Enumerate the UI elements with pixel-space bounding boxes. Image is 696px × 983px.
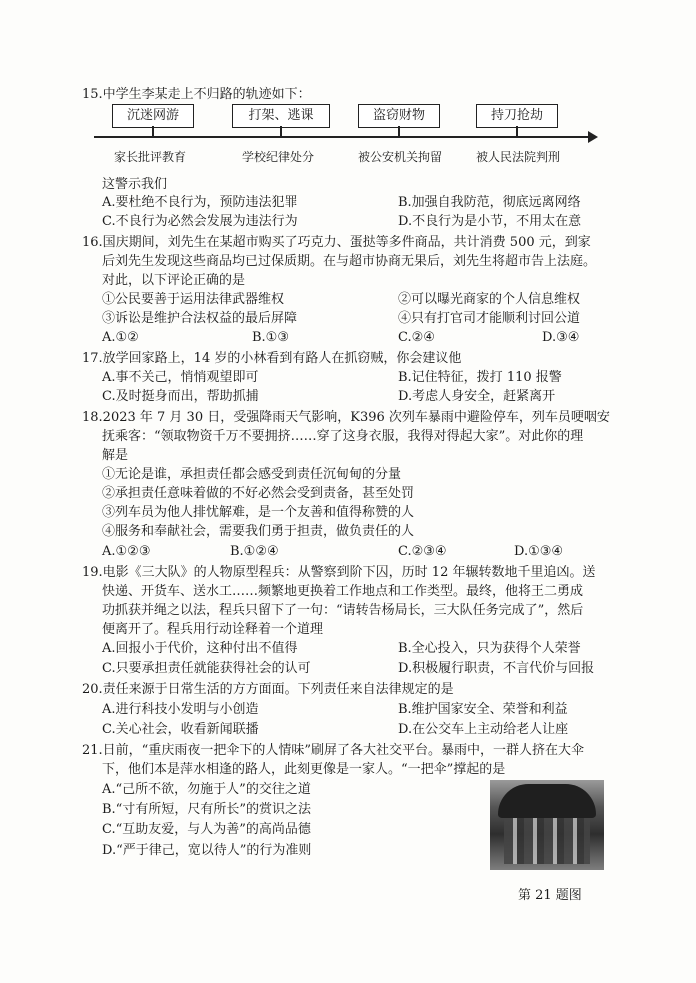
- q16-option-d: D.③④: [542, 330, 580, 345]
- q16-option-a: A.①②: [102, 330, 139, 345]
- umbrella-icon: [498, 784, 596, 818]
- q20-stem: 20.责任来源于日常生活的方方面面。下列责任来自法律规定的是: [82, 682, 454, 697]
- timeline-box-1: 沉迷网游: [112, 104, 194, 128]
- q16-option-c: C.②④: [398, 330, 435, 345]
- q18-statement-2: ②承担责任意味着做的不好必然会受到责备，甚至处罚: [102, 486, 415, 501]
- q18-statement-1: ①无论是谁，承担责任都会感受到责任沉甸甸的分量: [102, 467, 402, 482]
- q16-stem-line-2: 后刘先生发现这些商品均已过保质期。在与超市协商无果后，刘先生将超市告上法庭。: [102, 254, 597, 269]
- q18-statement-4: ④服务和奉献社会，需要我们勇于担责，做负责任的人: [102, 524, 415, 539]
- q17-option-d: D.考虑人身安全，赶紧离开: [398, 389, 556, 404]
- q17-option-c: C.及时挺身而出，帮助抓捕: [102, 389, 259, 404]
- timeline-label-3: 被公安机关拘留: [358, 150, 443, 164]
- q18-statement-3: ③列车员为他人排忧解难，是一个友善和值得称赞的人: [102, 505, 415, 520]
- q19-stem-line-4: 便离开了。程兵用行动诠释着一个道理: [102, 622, 324, 637]
- q19-option-c: C.只要承担责任就能获得社会的认可: [102, 661, 311, 676]
- q21-stem-line-1: 21.日前，“重庆雨夜一把伞下的人情味”刷屏了各大社交平台。暴雨中，一群人挤在大伞: [82, 743, 584, 758]
- q21-stem-line-2: 下，他们本是萍水相逢的路人，此刻更像是一家人。“一把伞”撑起的是: [102, 762, 506, 777]
- timeline-label-1: 家长批评教育: [114, 150, 187, 164]
- q21-option-d: D.“严于律己，宽以待人”的行为准则: [102, 843, 312, 858]
- q17-stem: 17.放学回家路上，14 岁的小林看到有路人在抓窃贼，你会建议他: [82, 351, 462, 366]
- q19-stem-line-1: 19.电影《三大队》的人物原型程兵：从警察到阶下囚，历时 12 年辗转数地千里追凶。送: [82, 565, 596, 580]
- q15-option-a: A.要杜绝不良行为，预防违法犯罪: [102, 195, 298, 210]
- q19-option-a: A.回报小于代价，这种付出不值得: [102, 641, 298, 656]
- q18-option-c: C.②③④: [398, 544, 447, 559]
- q16-stem-line-3: 对此，以下评论正确的是: [102, 273, 246, 288]
- q16-statement-2: ②可以曝光商家的个人信息维权: [398, 292, 581, 307]
- q19-option-d: D.积极履行职责，不言代价与回报: [398, 661, 595, 676]
- q15-option-b: B.加强自我防范，彻底远离网络: [398, 195, 581, 210]
- q21-option-a: A.“己所不欲，勿施于人”的交往之道: [102, 782, 311, 797]
- q20-option-c: C.关心社会，收看新闻联播: [102, 722, 259, 737]
- q20-option-d: D.在公交车上主动给老人让座: [398, 722, 569, 737]
- timeline-tick-2: [280, 126, 282, 136]
- q16-statement-4: ④只有打官司才能顺利讨回公道: [398, 311, 581, 326]
- q20-option-a: A.进行科技小发明与小创造: [102, 702, 259, 717]
- q19-stem-line-2: 快递、开货车、送水工……频繁地更换着工作地点和工作类型。最终，他将王二勇成: [102, 584, 584, 599]
- timeline-tick-3: [398, 126, 400, 136]
- q20-option-b: B.维护国家安全、荣誉和利益: [398, 702, 568, 717]
- q17-option-a: A.事不关己，悄悄观望即可: [102, 370, 259, 385]
- q21-option-b: B.“寸有所短，尺有所长”的赏识之法: [102, 802, 311, 817]
- q15-timeline-diagram: [86, 100, 606, 172]
- q16-stem-line-1: 16.国庆期间，刘先生在某超市购买了巧克力、蛋挞等多件商品，共计消费 500 元，到家: [82, 235, 591, 250]
- timeline-box-3: 盗窃财物: [358, 104, 440, 128]
- timeline-tick-1: [152, 126, 154, 136]
- q18-stem-line-1: 18.2023 年 7 月 30 日，受强降雨天气影响，K396 次列车暴雨中避险停车，列车员哽咽安: [82, 410, 610, 425]
- timeline-box-4: 持刀抢劫: [476, 104, 558, 128]
- q19-stem-line-3: 功抓获并绳之以法，程兵只留下了一句：“请转告杨局长，三大队任务完成了”，然后: [102, 603, 584, 618]
- q18-option-b: B.①②④: [230, 544, 279, 559]
- timeline-tick-4: [516, 126, 518, 136]
- q15-prompt: 这警示我们: [102, 177, 168, 192]
- q16-statement-3: ③诉讼是维护合法权益的最后屏障: [102, 311, 298, 326]
- q21-photo: [490, 780, 604, 870]
- timeline-label-2: 学校纪律处分: [242, 150, 315, 164]
- q15-option-c: C.不良行为必然会发展为违法行为: [102, 214, 298, 229]
- q18-option-d: D.①③④: [514, 544, 564, 559]
- q16-statement-1: ①公民要善于运用法律武器维权: [102, 292, 285, 307]
- q18-stem-line-2: 抚乘客：“领取物资千万不要拥挤……穿了这身衣服，我得对得起大家”。对此你的理: [102, 429, 584, 444]
- q17-option-b: B.记住特征，拨打 110 报警: [398, 370, 562, 385]
- timeline-box-2: 打架、逃课: [232, 104, 330, 128]
- q16-option-b: B.①③: [252, 330, 289, 345]
- crowd-figure: [504, 818, 590, 864]
- q15-stem: 15.中学生李某走上不归路的轨迹如下：: [82, 87, 311, 102]
- q21-figure-caption: 第 21 题图: [518, 888, 582, 903]
- q19-option-b: B.全心投入，只为获得个人荣誉: [398, 641, 581, 656]
- q15-option-d: D.不良行为是小节，不用太在意: [398, 214, 582, 229]
- q18-stem-line-3: 解是: [102, 448, 129, 463]
- arrow-icon: [588, 131, 598, 143]
- timeline-axis: [94, 136, 594, 138]
- q18-option-a: A.①②③: [102, 544, 151, 559]
- q21-option-c: C.“互助友爱，与人为善”的高尚品德: [102, 822, 311, 837]
- timeline-label-4: 被人民法院判刑: [476, 150, 561, 164]
